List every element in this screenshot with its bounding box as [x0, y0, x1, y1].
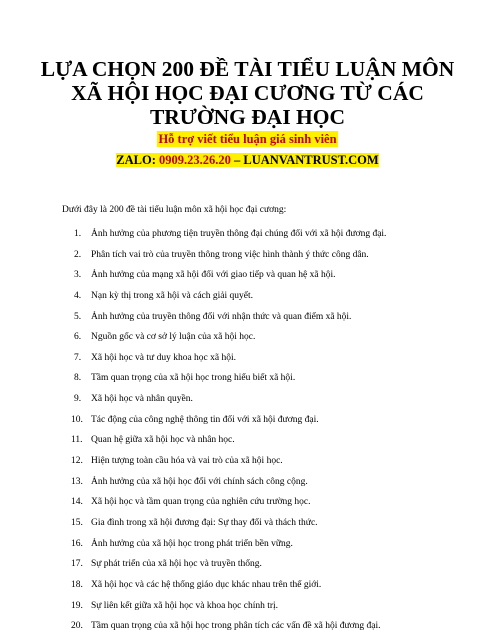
list-item	[0, 352, 495, 373]
list-item	[0, 496, 495, 517]
list-item-number: 8.	[74, 373, 82, 384]
list-item	[0, 434, 495, 455]
list-item-text: Ảnh hưởng của phương tiện truyền thông đại chúng đối với xã hội đương đại.	[91, 229, 387, 239]
list-item-number: 11.	[71, 435, 83, 446]
list-item-text: Ảnh hưởng của mạng xã hội đối với giao tiếp và quan hệ xã hội.	[91, 270, 336, 281]
list-item	[0, 538, 495, 559]
list-item-text: Ảnh hưởng của truyền thông đối với nhận thức và quan điểm xã hội.	[91, 311, 352, 322]
list-item	[0, 620, 495, 641]
contact-suffix: – LUANVANTRUST.COM	[230, 153, 379, 167]
topic-list	[0, 228, 495, 641]
list-item-number: 3.	[74, 270, 82, 281]
list-item-number: 15.	[71, 517, 83, 528]
contact-phone: 0909.23.26.20	[159, 153, 231, 167]
list-item-number: 14.	[71, 497, 83, 508]
list-item	[0, 558, 495, 579]
list-item-text: Tác động của công nghệ thông tin đối với xã hội đương đại.	[91, 414, 319, 425]
list-item-text: Tầm quan trọng của xã hội học trong hiểu biết xã hội.	[91, 373, 296, 384]
support-line	[0, 131, 495, 147]
document-title: LỰA CHỌN 200 ĐỀ TÀI TIỂU LUẬN MÔN XÃ HỘI HỌC ĐẠI CƯƠNG TỪ CÁC TRƯỜNG ĐẠI HỌC	[40, 57, 455, 129]
list-item-number: 7.	[74, 352, 82, 363]
list-item-number: 18.	[71, 579, 83, 590]
list-item-number: 16.	[71, 538, 83, 549]
list-item	[0, 414, 495, 435]
list-item-number: 5.	[74, 311, 82, 322]
list-item-text: Hiện tượng toàn cầu hóa và vai trò của xã hội học.	[91, 456, 283, 467]
list-item-text: Xã hội học và nhân quyền.	[91, 394, 193, 405]
list-item-text: Quan hệ giữa xã hội học và nhân học.	[91, 435, 235, 446]
list-item	[0, 600, 495, 621]
list-item-text: Nạn kỳ thị trong xã hội và cách giải quyết.	[91, 290, 253, 301]
list-item-number: 19.	[71, 600, 83, 611]
list-item-text: Sự phát triển của xã hội học và truyền thống.	[91, 559, 262, 570]
list-item	[0, 476, 495, 497]
list-item	[0, 311, 495, 332]
list-item-text: Ảnh hưởng của xã hội học trong phát triển bền vững.	[91, 538, 293, 549]
list-item-number: 9.	[74, 394, 82, 405]
list-item-text: Xã hội học và tầm quan trọng của nghiên cứu trường học.	[91, 497, 311, 508]
list-item	[0, 331, 495, 352]
list-item-number: 2.	[74, 249, 82, 260]
list-item	[0, 372, 495, 393]
list-item	[0, 455, 495, 476]
list-item-number: 13.	[71, 476, 83, 487]
list-item	[0, 290, 495, 311]
contact-line	[0, 152, 495, 168]
list-item	[0, 517, 495, 538]
list-item	[0, 393, 495, 414]
list-item-text: Ảnh hưởng của xã hội học đối với chính sách công cộng.	[91, 476, 308, 487]
list-item-text: Gia đình trong xã hội đương đại: Sự thay đổi và thách thức.	[91, 517, 318, 528]
list-item	[0, 269, 495, 290]
list-item-text: Xã hội học và tư duy khoa học xã hội.	[91, 352, 236, 363]
list-item	[0, 228, 495, 249]
list-item-number: 20.	[71, 621, 83, 632]
support-highlight: Hỗ trợ viết tiểu luận giá sinh viên	[158, 132, 337, 146]
list-item-number: 12.	[71, 456, 83, 467]
list-item-number: 6.	[74, 332, 82, 343]
list-item-number: 10.	[71, 414, 83, 425]
list-item-number: 4.	[74, 290, 82, 301]
list-item-number: 1.	[74, 229, 82, 239]
list-item-text: Sự liên kết giữa xã hội học và khoa học chính trị.	[91, 600, 279, 611]
contact-highlight	[116, 153, 378, 167]
contact-prefix: ZALO:	[116, 153, 159, 167]
list-item-number: 17.	[71, 559, 83, 570]
list-item-text: Xã hội học và các hệ thống giáo dục khác nhau trên thế giới.	[91, 579, 322, 590]
list-item-text: Nguồn gốc và cơ sở lý luận của xã hội học.	[91, 332, 256, 343]
list-item	[0, 249, 495, 270]
intro-text: Dưới đây là 200 đề tài tiểu luận môn xã hội học đại cương:	[62, 205, 287, 215]
list-item	[0, 579, 495, 600]
list-item-text: Phân tích vai trò của truyền thông trong việc hình thành ý thức công dân.	[91, 249, 369, 260]
list-item-text: Tầm quan trọng của xã hội học trong phân tích các vấn đề xã hội đương đại.	[91, 621, 381, 632]
